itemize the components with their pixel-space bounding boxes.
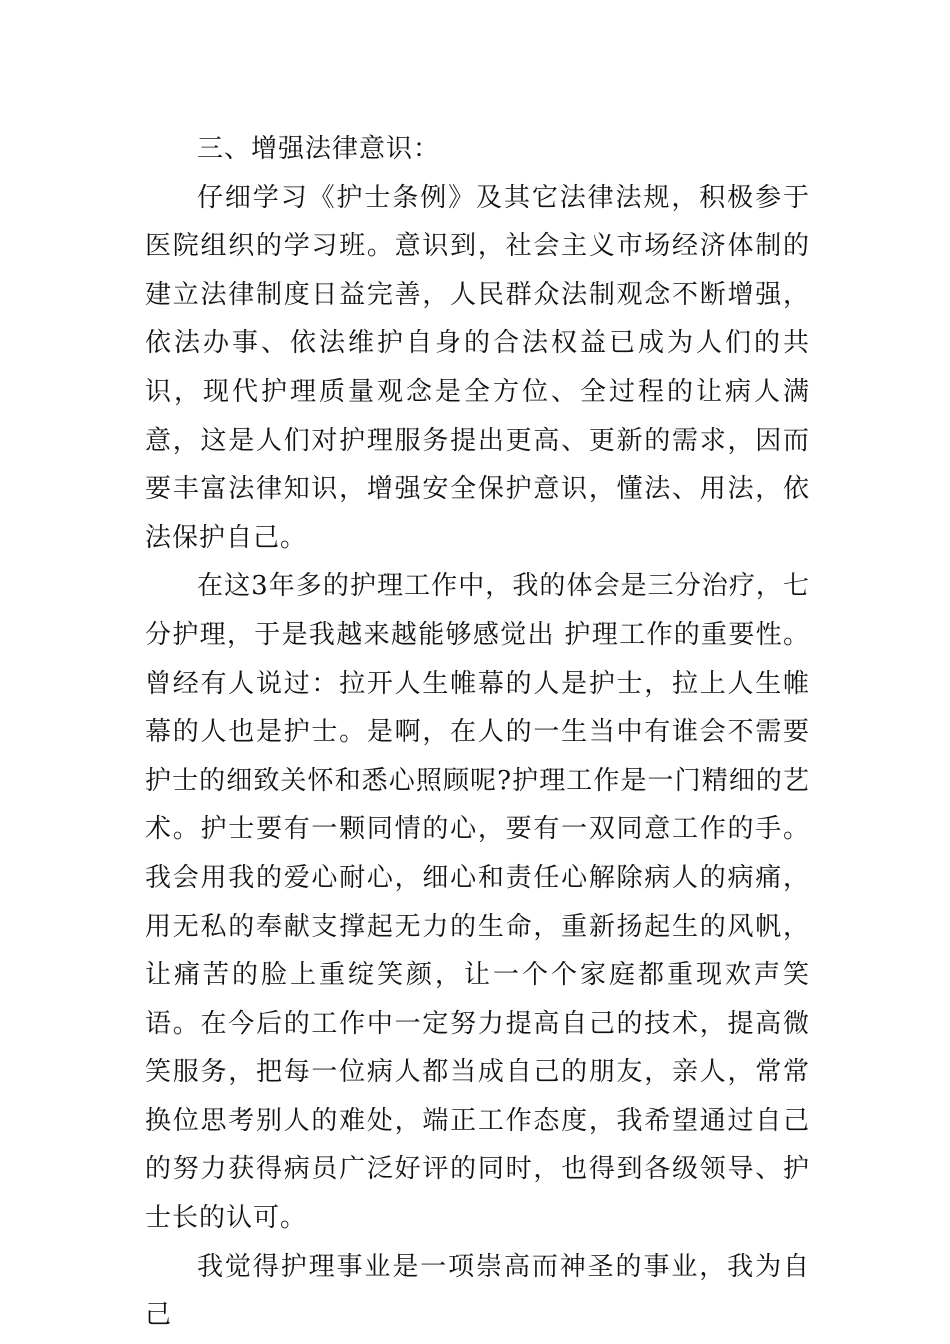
paragraph-nursing-career: 我觉得护理事业是一项崇高而神圣的事业，我为自己: [145, 1251, 810, 1331]
section-heading: 三、增强法律意识：: [197, 134, 441, 164]
paragraph-legal-awareness: 仔细学习《护士条例》及其它法律法规，积极参于医院组织的学习班。意识到，社会主义市场经济体制的建立法律制度日益完善，人民群众法制观念不断增强，依法办事、依法维护自身的合法权益已成为人们的共识，现代护理质量观念是全方位、全过程的让病人满意，这是人们对护理服务提出更高、更新的需求，因而要丰富法律知识，增强安全保护意识，懂法、用法，依法保护自己。: [145, 182, 810, 553]
paragraph-nursing-experience: 在这3年多的护理工作中，我的体会是三分治疗，七分护理，于是我越来越能够感觉出 护理工作的重要性。曾经有人说过：拉开人生帷幕的人是护士，拉上人生帷幕的人也是护士。是啊，在人的一生当中有谁会不需要护士的细致关怀和悉心照顾呢?护理工作是一门精细的艺术。护士要有一颗同情的心，要有一双同意工作的手。我会用我的爱心耐心，细心和责任心解除病人的病痛，用无私的奉献支撑起无力的生命，重新扬起生的风帆，让痛苦的脸上重绽笑颜，让一个个家庭都重现欢声笑语。在今后的工作中一定努力提高自己的技术，提高微笑服务，把每一位病人都当成自己的朋友，亲人，常常换位思考别人的难处，端正工作态度，我希望通过自己的努力获得病员广泛好评的同时，也得到各级领导、护士长的认可。: [145, 571, 810, 1234]
document-body: [145, 125, 810, 1340]
